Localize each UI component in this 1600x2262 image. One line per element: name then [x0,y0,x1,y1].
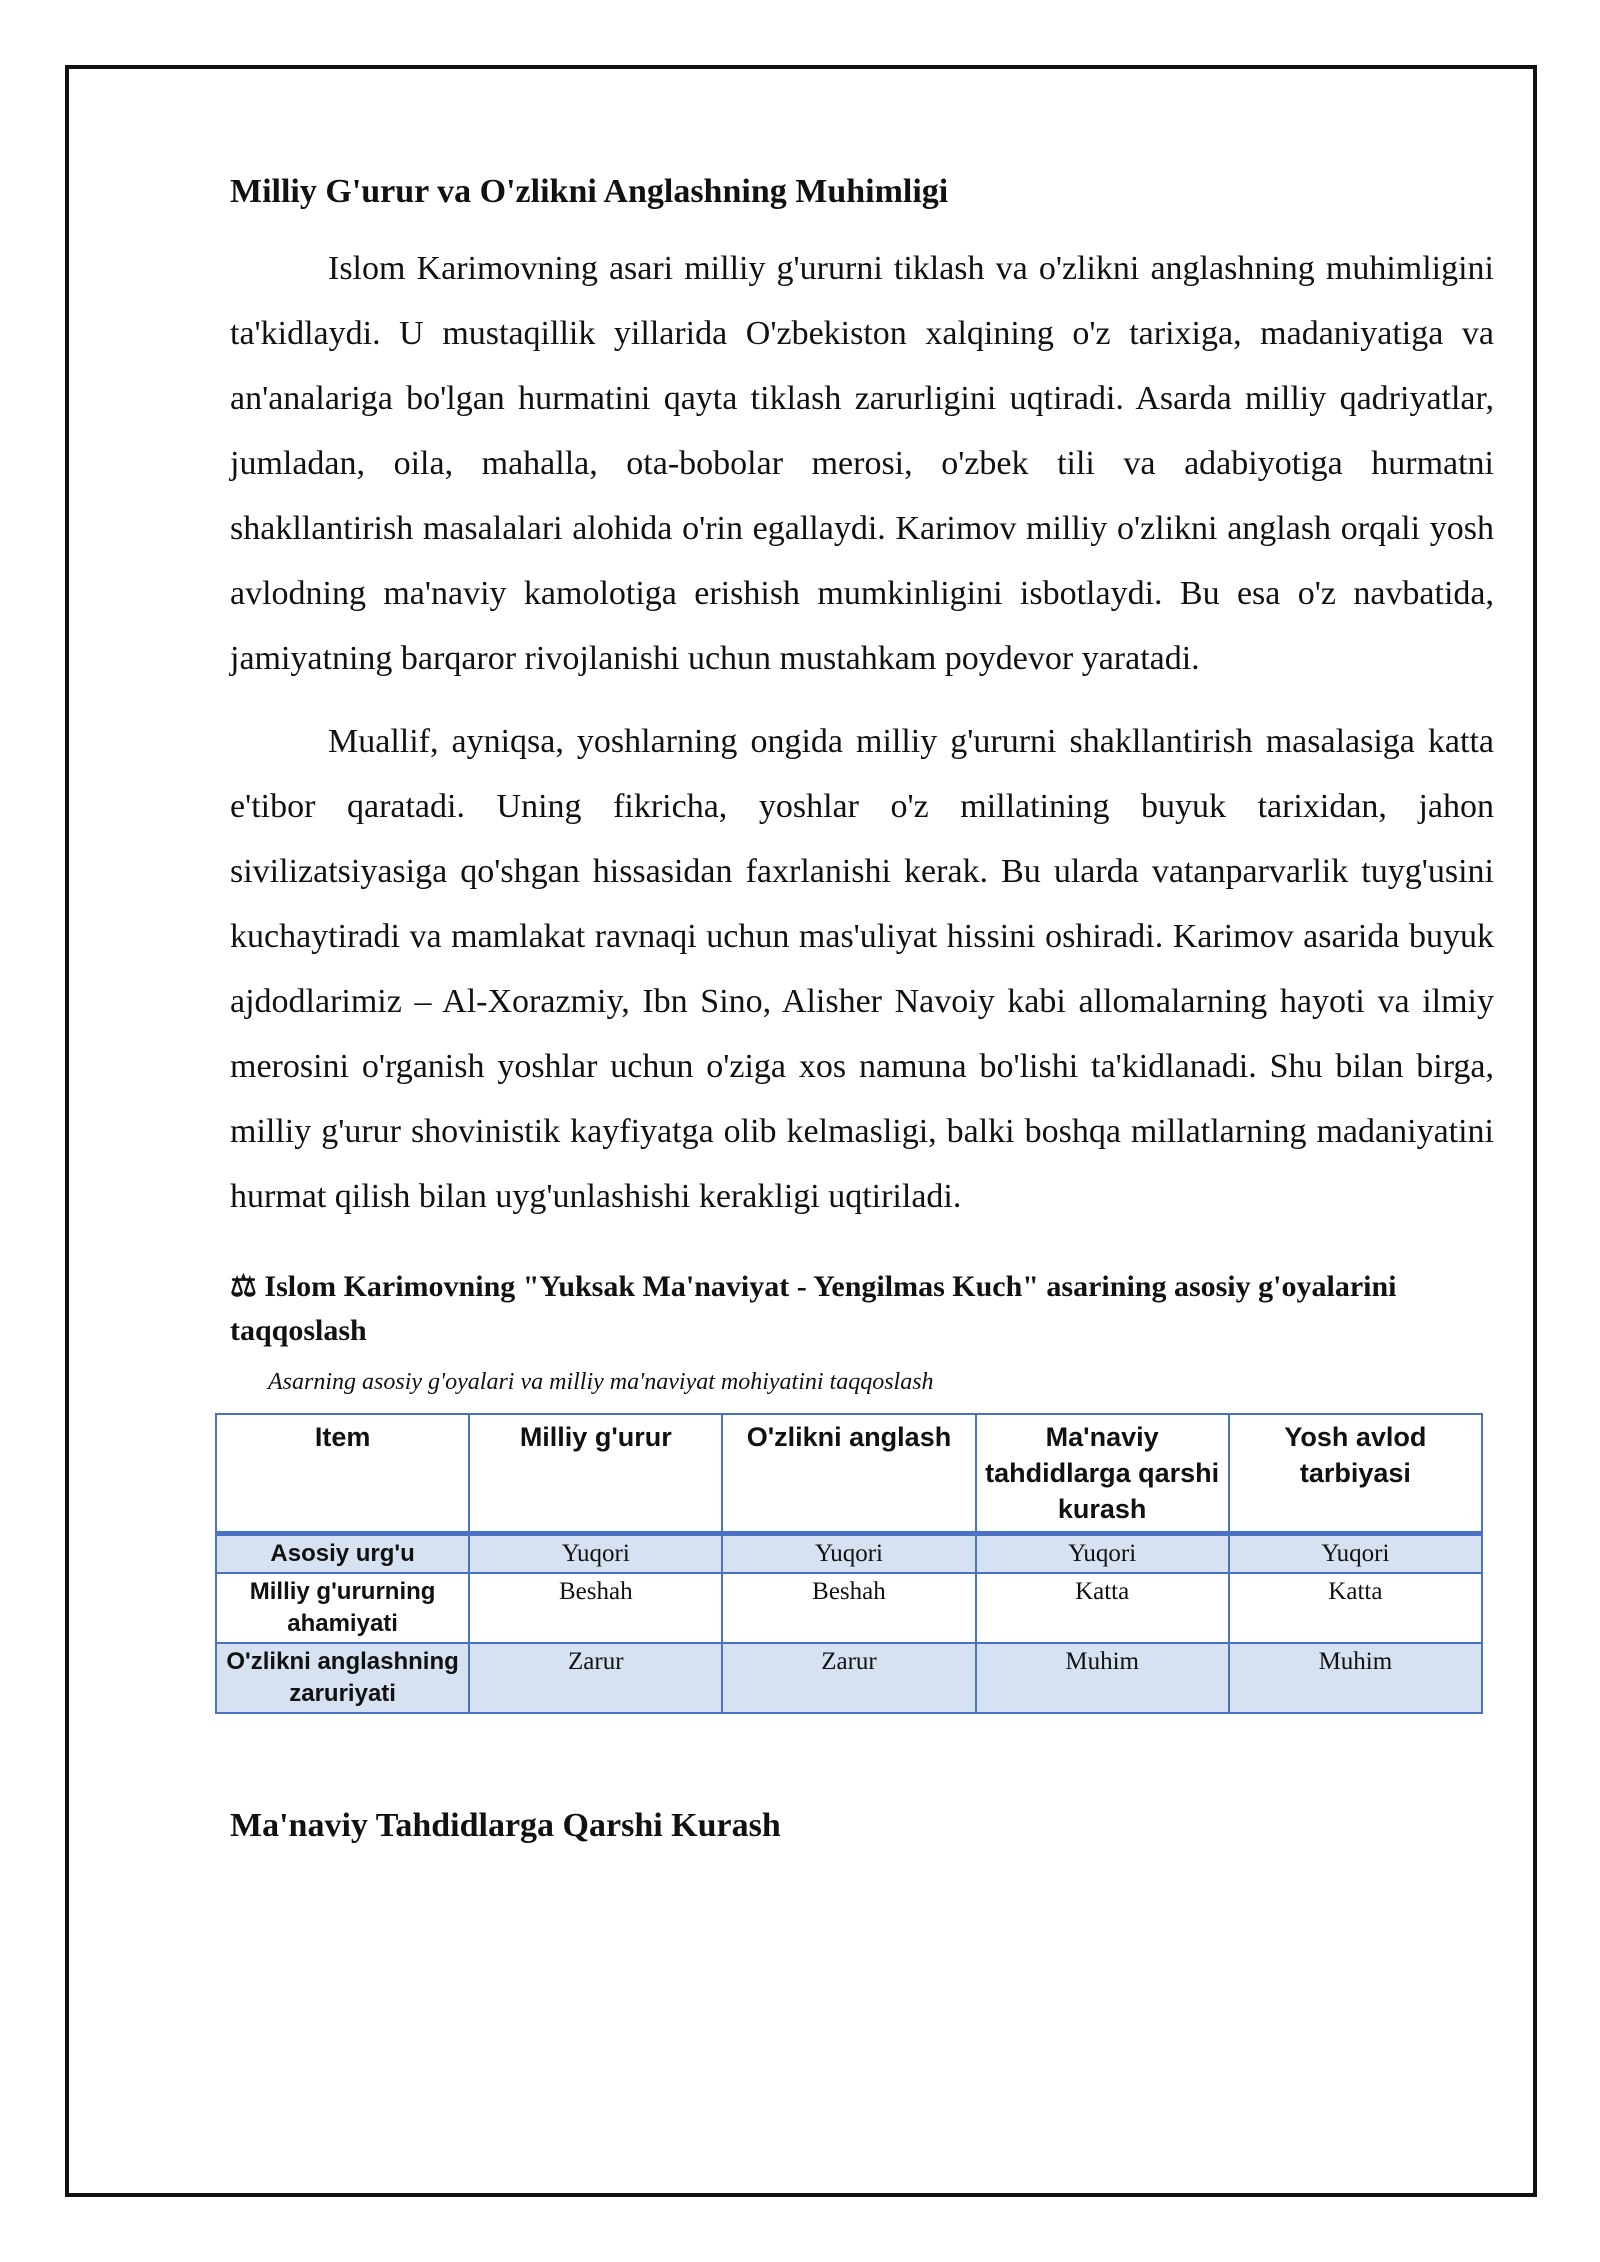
table-header-cell: Ma'naviy tahdidlarga qarshi kurash [976,1414,1229,1534]
table-cell: Yuqori [722,1534,975,1574]
row-header-cell: Milliy g'ururning ahamiyati [216,1573,469,1643]
table-header-cell: Milliy g'urur [469,1414,722,1534]
table-cell: Muhim [1229,1643,1482,1713]
table-header-row [216,1414,1482,1534]
table-cell: Yuqori [1229,1534,1482,1574]
paragraph: Muallif, ayniqsa, yoshlarning ongida milliy g'ururni shakllantirish masalasiga katta e'tibor qaratadi. Uning fikricha, yoshlar o'z millatining buyuk tarixidan, jahon sivilizatsiyasiga qo'shgan hissasidan faxrlanishi kerak. Bu ularda vatanparvarlik tuyg'usini kuchaytiradi va mamlakat ravnaqi uchun mas'uliyat hissini oshiradi. Karimov asarida buyuk ajdodlarimiz – Al-Xorazmiy, Ibn Sino, Alisher Navoiy kabi allomalarning hayoti va ilmiy merosini o'rganish yoshlar uchun o'ziga xos namuna bo'lishi ta'kidlanadi. Shu bilan birga, milliy g'urur shovinistik kayfiyatga olib kelmasligi, balki boshqa millatlarning madaniyatini hurmat qilish bilan uyg'unlashishi kerakligi uqtiriladi. [230,723,1494,1216]
table-cell: Katta [1229,1573,1482,1643]
table-cell: Muhim [976,1643,1229,1713]
table-header-cell: O'zlikni anglash [722,1414,975,1534]
table-header-cell: Item [216,1414,469,1534]
table-cell: Yuqori [469,1534,722,1574]
table-cell: Beshah [469,1573,722,1643]
comparison-table [215,1413,1483,1714]
section-title: Ma'naviy Tahdidlarga Qarshi Kurash [230,1807,781,1845]
table-cell: Beshah [722,1573,975,1643]
table-cell: Yuqori [976,1534,1229,1574]
table-row [216,1573,1482,1643]
row-header-cell: Asosiy urg'u [216,1534,469,1574]
table-header-cell: Yosh avlod tarbiyasi [1229,1414,1482,1534]
paragraph: Islom Karimovning asari milliy g'ururni tiklash va o'zlikni anglashning muhimligini ta'kidlaydi. U mustaqillik yillarida O'zbekiston xalqining o'z tarixiga, madaniyatiga va an'analariga bo'lgan hurmatini qayta tiklash zarurligini uqtiradi. Asarda milliy qadriyatlar, jumladan, oila, mahalla, ota-bobolar merosi, o'zbek tili va adabiyotiga hurmatni shakllantirish masalalari alohida o'rin egallaydi. Karimov milliy o'zlikni anglash orqali yosh avlodning ma'naviy kamolotiga erishish mumkinligini isbotlaydi. Bu esa o'z navbatida, jamiyatning barqaror rivojlanishi uchun mustahkam poydevor yaratadi. [230,250,1494,678]
document-content [226,170,1494,1848]
table-row [216,1643,1482,1713]
table-cell: Zarur [469,1643,722,1713]
table-caption: Asarning asosiy g'oyalari va milliy ma'naviyat mohiyatini taqqoslash [268,1369,934,1396]
table-title: ⚖ Islom Karimovning "Yuksak Ma'naviyat - Yengilmas Kuch" asarining asosiy g'oyalarini taqqoslash [230,1270,1397,1348]
row-header-cell: O'zlikni anglashning zaruriyati [216,1643,469,1713]
table-row [216,1534,1482,1574]
table-cell: Zarur [722,1643,975,1713]
section-title: Milliy G'urur va O'zlikni Anglashning Muhimligi [230,173,949,210]
table-cell: Katta [976,1573,1229,1643]
